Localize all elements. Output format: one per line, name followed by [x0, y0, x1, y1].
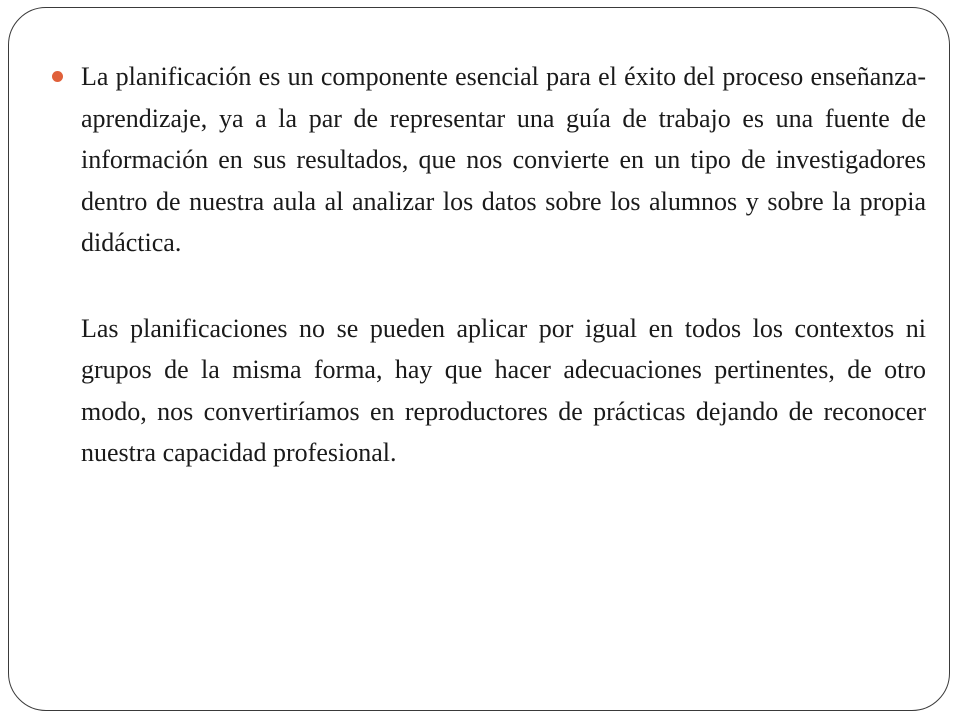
paragraph-text: La planificación es un componente esencial para el éxito del proceso enseñanza-aprendizaje, ya a la par de representar una guía de trabajo es una fuente de información en sus resultados, que nos convierte en un tipo de investigadores dentro de nuestra aula al analizar los datos sobre los alumnos y sobre la propia didáctica. [81, 62, 926, 257]
slide-frame [8, 7, 950, 711]
bullet-dot-icon [52, 71, 63, 82]
paragraph-planificacion [81, 56, 926, 264]
paragraph-adecuaciones [81, 308, 926, 474]
slide-content [81, 56, 926, 474]
paragraph-text: Las planificaciones no se pueden aplicar por igual en todos los contextos ni grupos de la misma forma, hay que hacer adecuaciones pertinentes, de otro modo, nos convertiríamos en reproductores de prácticas dejando de reconocer nuestra capacidad profesional. [81, 313, 926, 467]
